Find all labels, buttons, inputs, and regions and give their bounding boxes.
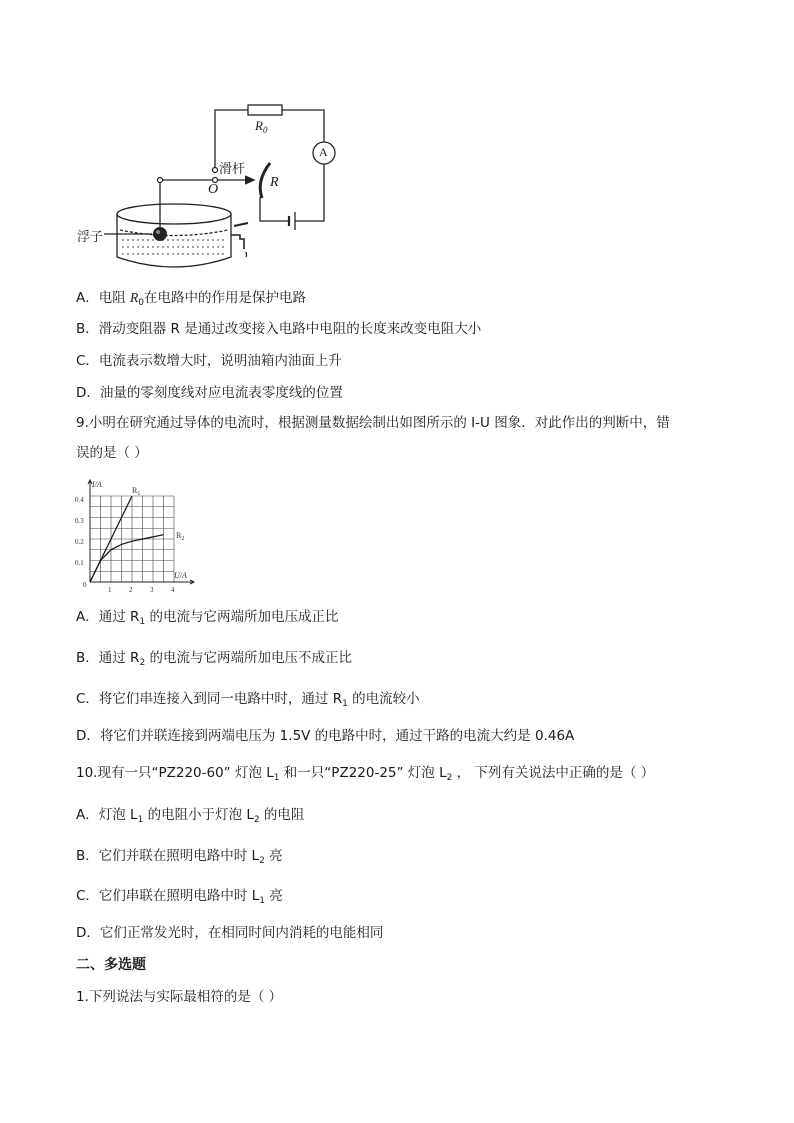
series-label-r1: $R_1$: [132, 486, 141, 497]
float-label: 浮子: [77, 230, 104, 245]
q8-option-a: A．电阻 $R_0$在电路中的作用是保护电路: [76, 290, 307, 308]
q9-option-c: C．将它们串连接入到同一电路中时，通过 $R_1$ 的电流较小: [76, 691, 420, 709]
q8-option-d: D．油量的零刻度线对应电流表零度线的位置: [76, 385, 343, 401]
pivot-label: O: [208, 182, 219, 197]
x-tick-label: 2: [129, 586, 133, 594]
q8-option-c: C．电流表示数增大时，说明油箱内油面上升: [76, 353, 342, 369]
y-tick-label: 0.3: [75, 517, 84, 525]
q10-option-c: C．它们串联在照明电路中时 $L_1$ 亮: [76, 888, 283, 906]
lever-label: 滑杆: [219, 162, 246, 177]
q10-option-a: A．灯泡 $L_1$ 的电阻小于灯泡 $L_2$ 的电阻: [76, 807, 305, 825]
series-label-r2: $R_2$: [176, 531, 185, 542]
r0-label: $R_0$: [255, 118, 268, 135]
x-tick-label: 4: [171, 586, 175, 594]
q9-option-b: B．通过 $R_2$ 的电流与它两端所加电压不成正比: [76, 650, 352, 668]
q10-stem: 10.现有一只“PZ220-60” 灯泡 $L_1$ 和一只“PZ220-25” 灯泡 $L_2$ ， 下列有关说法中正确的是（ ）: [76, 765, 655, 783]
y-tick-label: 0.4: [75, 496, 84, 504]
x-axis-label: U/A: [174, 571, 187, 580]
section-title: 二、多选题: [76, 957, 146, 973]
y-axis-label: I/A: [92, 480, 102, 489]
q9-stem-line1: 9.小明在研究通过导体的电流时，根据测量数据绘制出如图所示的 I-U 图象．对此作出的判断中，错: [76, 415, 670, 431]
rheostat-label: R: [270, 175, 279, 190]
q9-option-a: A．通过 $R_1$ 的电流与它两端所加电压成正比: [76, 609, 339, 627]
chart-grid: [90, 496, 174, 582]
q9-option-d: D．将它们并联连接到两端电压为 1.5V 的电路中时，通过干路的电流大约是 0.46A: [76, 728, 575, 744]
q9-stem-line2: 误的是（ ）: [76, 445, 148, 461]
origin-label: 0: [83, 581, 87, 589]
q10-option-d: D．它们正常发光时，在相同时间内消耗的电能相同: [76, 925, 384, 941]
q10-option-b: B．它们并联在照明电路中时 $L_2$ 亮: [76, 848, 283, 866]
iu-chart: [70, 476, 200, 596]
x-tick-label: 1: [108, 586, 112, 594]
section2-q1-stem: 1.下列说法与实际最相符的是（ ）: [76, 989, 283, 1005]
y-tick-label: 0.1: [75, 559, 84, 567]
q8-option-b: B．滑动变阻器 R 是通过改变接入电路中电阻的长度来改变电阻大小: [76, 321, 482, 337]
x-tick-label: 3: [150, 586, 154, 594]
y-tick-label: 0.2: [75, 538, 84, 546]
ammeter-label: A: [319, 145, 328, 159]
